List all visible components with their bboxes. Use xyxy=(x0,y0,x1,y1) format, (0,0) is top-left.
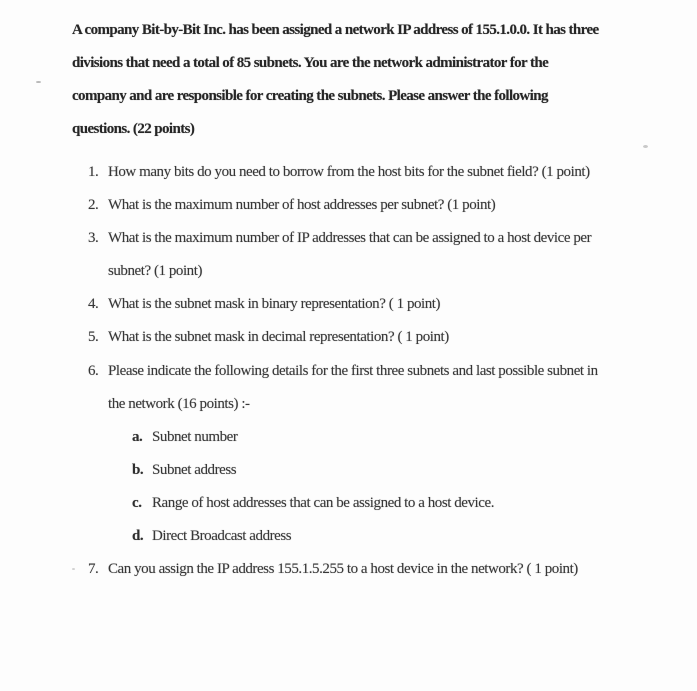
question-1-number: 1. xyxy=(88,164,99,180)
question-6 xyxy=(88,355,598,421)
question-1 xyxy=(88,156,598,189)
scan-speck xyxy=(72,568,75,570)
subquestion-c xyxy=(132,487,598,520)
question-2-number: 2. xyxy=(88,197,99,214)
question-5 xyxy=(88,321,598,354)
question-7-text: Can you assign the IP address 155.1.5.255 to a host device in the network? ( 1 point) xyxy=(108,561,578,578)
question-5-text: What is the subnet mask in decimal representation? ( 1 point) xyxy=(108,329,449,346)
question-2 xyxy=(88,189,598,222)
question-3 xyxy=(88,222,598,288)
question-3-text: What is the maximum number of IP addresses that can be assigned to a host device per subnet? (1 point) xyxy=(108,230,592,280)
subquestion-b-text: Subnet address xyxy=(152,461,237,478)
subquestion-c-text: Range of host addresses that can be assigned to a host device. xyxy=(152,494,494,511)
subquestion-a xyxy=(132,421,598,454)
question-1-text: How many bits do you need to borrow from the host bits for the subnet field? (1 point) xyxy=(108,164,590,180)
question-7 xyxy=(88,553,598,586)
intro-line-2: divisions that need a total of 85 subnets. You are the network administrator for the xyxy=(72,55,549,72)
question-2-text: What is the maximum number of host addresses per subnet? (1 point) xyxy=(108,197,496,214)
question-4 xyxy=(88,288,598,321)
scan-speck xyxy=(643,145,648,148)
subquestion-d xyxy=(132,520,598,553)
question-list xyxy=(88,156,598,586)
subquestion-b xyxy=(132,454,598,487)
subquestion-b-letter: b. xyxy=(132,461,144,478)
scan-speck xyxy=(36,81,41,83)
intro-line-4: questions. (22 points) xyxy=(72,121,195,138)
question-4-number: 4. xyxy=(88,296,99,313)
subquestion-a-letter: a. xyxy=(132,428,143,445)
intro-line-3: company and are responsible for creating the subnets. Please answer the following xyxy=(72,88,548,105)
subquestion-a-text: Subnet number xyxy=(152,428,238,445)
question-7-number: 7. xyxy=(88,561,99,578)
intro-line-1: A company Bit-by-Bit Inc. has been assigned a network IP address of 155.1.0.0. It has three xyxy=(72,22,599,38)
question-3-number: 3. xyxy=(88,230,99,247)
intro-paragraph xyxy=(72,14,599,146)
question-5-number: 5. xyxy=(88,329,99,346)
subquestion-d-text: Direct Broadcast address xyxy=(152,528,292,545)
question-4-text: What is the subnet mask in binary representation? ( 1 point) xyxy=(108,296,441,313)
question-6-number: 6. xyxy=(88,362,99,379)
question-6-text: Please indicate the following details for the first three subnets and last possible subnet in the network (16 points) :- xyxy=(108,362,598,412)
subquestion-c-letter: c. xyxy=(132,494,142,511)
subquestion-d-letter: d. xyxy=(132,528,144,545)
